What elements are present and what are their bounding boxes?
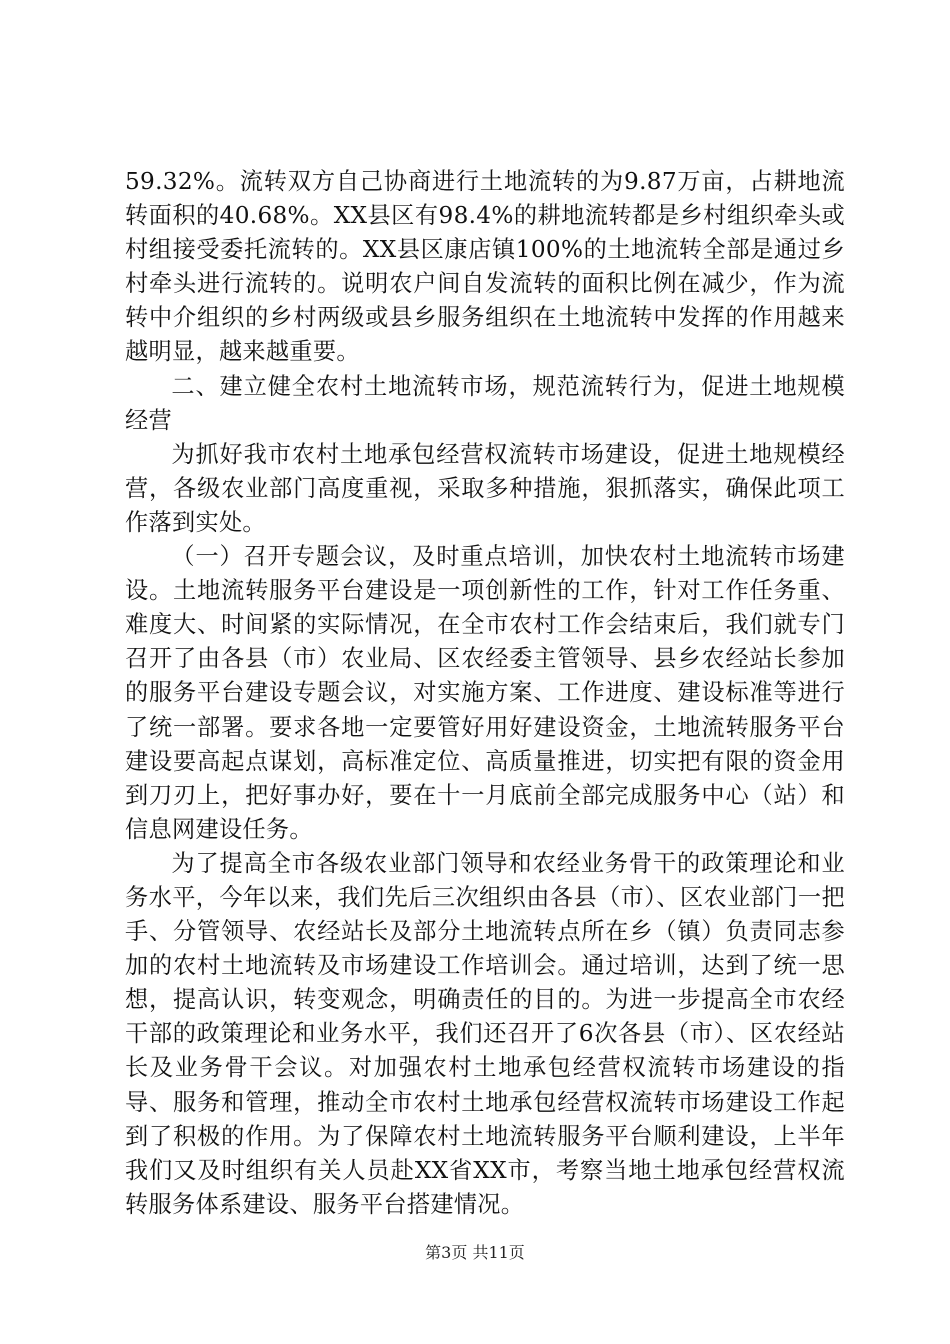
- page-number-footer: 第3页 共11页: [425, 1243, 525, 1262]
- paragraph: （一）召开专题会议，及时重点培训，加快农村土地流转市场建设。土地流转服务平台建设是一项创新性的工作，针对工作任务重、难度大、时间紧的实际情况，在全市农村工作会结束后，我们就专门召开了由各县（市）农业局、区农经委主管领导、县乡农经站长参加的服务平台建设专题会议，对实施方案、工作进度、建设标准等进行了统一部署。要求各地一定要管好用好建设资金，土地流转服务平台建设要高起点谋划，高标准定位、高质量推进，切实把有限的资金用到刀刃上，把好事办好，要在十一月底前全部完成服务中心（站）和信息网建设任务。: [125, 543, 845, 843]
- paragraph: 为抓好我市农村土地承包经营权流转市场建设，促进土地规模经营，各级农业部门高度重视，采取多种措施，狠抓落实，确保此项工作落到实处。: [125, 440, 845, 536]
- paragraph-continuation: 59.32%。流转双方自己协商进行土地流转的为9.87万亩，占耕地流转面积的40.68%。XX县区有98.4%的耕地流转都是乡村组织牵头或村组接受委托流转的。XX县区康店镇100%的土地流转全部是通过乡村牵头进行流转的。说明农户间自发流转的面积比例在减少，作为流转中介组织的乡村两级或县乡服务组织在土地流转中发挥的作用越来越明显，越来越重要。: [125, 168, 845, 366]
- paragraph: 为了提高全市各级农业部门领导和农经业务骨干的政策理论和业务水平，今年以来，我们先后三次组织由各县（市）、区农业部门一把手、分管领导、农经站长及部分土地流转点所在乡（镇）负责同志参加的农村土地流转及市场建设工作培训会。通过培训，达到了统一思想，提高认识，转变观念，明确责任的目的。为进一步提高全市农经干部的政策理论和业务水平，我们还召开了6次各县（市）、区农经站长及业务骨干会议。对加强农村土地承包经营权流转市场建设的指导、服务和管理，推动全市农村土地承包经营权流转市场建设工作起到了积极的作用。为了保障农村土地流转服务平台顺利建设，上半年我们又及时组织有关人员赴XX省XX市，考察当地土地承包经营权流转服务体系建设、服务平台搭建情况。: [125, 849, 845, 1218]
- document-body: [125, 165, 845, 1222]
- section-heading: 二、建立健全农村土地流转市场，规范流转行为，促进土地规模经营: [125, 372, 845, 434]
